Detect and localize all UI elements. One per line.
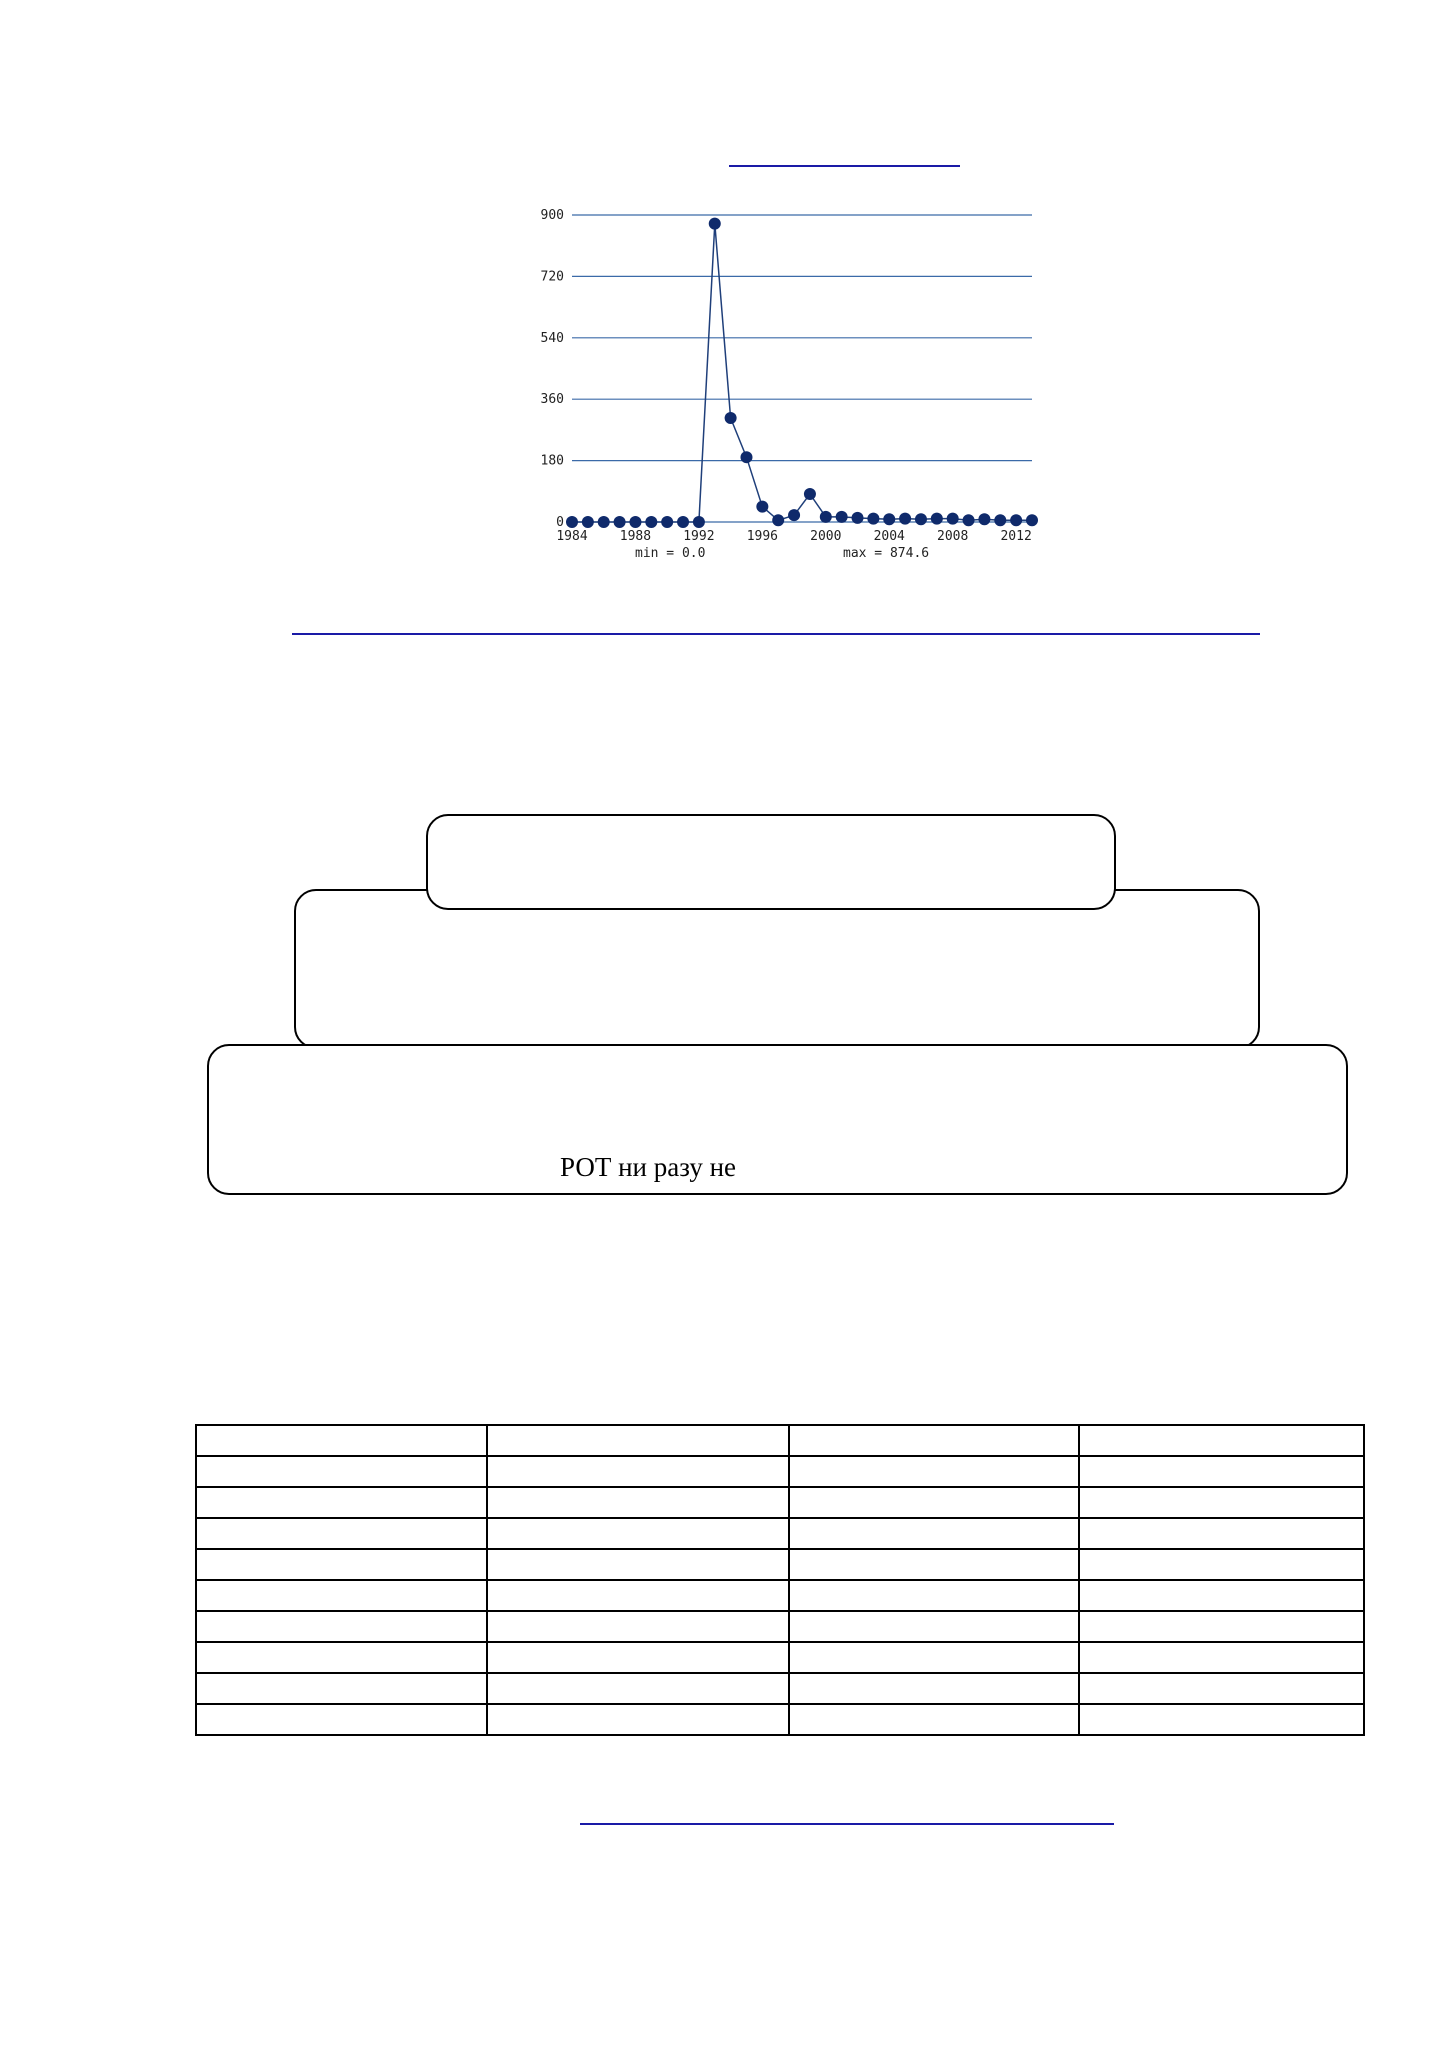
data-point [1010,514,1022,526]
data-point [915,513,927,525]
data-point [614,516,626,528]
table-cell [1079,1611,1364,1642]
x-tick-label: 1988 [619,529,652,544]
grid-lines [572,215,1032,522]
table-cell [487,1487,789,1518]
data-point [740,451,752,463]
data-point [1026,514,1038,526]
data-table [195,1424,1365,1736]
data-point [677,516,689,528]
table-row [196,1518,1364,1549]
table-cell [1079,1642,1364,1673]
table-cell [1079,1580,1364,1611]
data-point [582,516,594,528]
data-point [756,501,768,513]
table-cell [196,1704,487,1735]
data-point [899,513,911,525]
link-underline-bottom[interactable] [580,1823,1114,1825]
table-cell [789,1456,1079,1487]
table-cell [196,1518,487,1549]
y-axis-ticks [541,208,564,530]
diagram-box-middle [294,889,1260,1049]
table-cell [1079,1487,1364,1518]
table-cell [487,1518,789,1549]
table-cell [1079,1425,1364,1456]
data-point [772,514,784,526]
table-cell [789,1611,1079,1642]
diagram-box-bottom [207,1044,1348,1195]
data-point [994,514,1006,526]
x-tick-label: 1984 [556,529,588,544]
table-cell [487,1673,789,1704]
link-underline-top[interactable] [729,165,960,167]
data-point [709,218,721,230]
data-point [947,513,959,525]
data-point [645,516,657,528]
table-cell [789,1425,1079,1456]
table-cell [487,1425,789,1456]
data-point [852,512,864,524]
data-point [820,511,832,523]
table-cell [487,1642,789,1673]
table-row [196,1487,1364,1518]
data-point [963,514,975,526]
table-row [196,1611,1364,1642]
table-cell [196,1611,487,1642]
table-cell [789,1642,1079,1673]
table-row [196,1673,1364,1704]
series-line [572,224,1032,522]
y-tick-label: 180 [540,453,564,469]
table-cell [196,1487,487,1518]
y-tick-label: 360 [540,392,564,408]
data-point [629,516,641,528]
table-cell [1079,1704,1364,1735]
max-label: max = 874.6 [843,546,930,561]
table-row [196,1549,1364,1580]
table-cell [789,1704,1079,1735]
data-point [804,488,816,500]
data-points [566,218,1038,528]
y-tick-label: 0 [556,515,564,530]
x-tick-label: 1992 [683,529,715,544]
y-tick-label: 720 [540,269,564,285]
table-cell [487,1456,789,1487]
table-cell [196,1456,487,1487]
table-cell [196,1642,487,1673]
y-tick-label: 900 [540,208,564,223]
table-cell [789,1487,1079,1518]
x-tick-label: 2004 [873,529,905,544]
data-point [836,511,848,523]
table-row [196,1425,1364,1456]
data-point [931,513,943,525]
table-cell [487,1580,789,1611]
data-point [725,412,737,424]
diagram-box-top [426,814,1116,910]
link-underline-middle[interactable] [292,633,1260,635]
y-tick-label: 540 [540,330,564,346]
x-axis-ticks [556,529,1031,544]
table-cell [789,1549,1079,1580]
table-body [196,1425,1364,1735]
x-tick-label: 2012 [1000,529,1032,544]
data-point [788,509,800,521]
data-point [978,513,990,525]
table-row [196,1456,1364,1487]
table-cell [1079,1549,1364,1580]
data-point [883,513,895,525]
table-row [196,1642,1364,1673]
table-cell [789,1580,1079,1611]
table-cell [789,1673,1079,1704]
table-cell [487,1611,789,1642]
data-point [867,513,879,525]
table-cell [196,1580,487,1611]
x-tick-label: 1996 [746,529,779,544]
table-cell [196,1425,487,1456]
table-row [196,1704,1364,1735]
table-cell [196,1673,487,1704]
table-cell [1079,1673,1364,1704]
table-cell [487,1549,789,1580]
table-cell [1079,1518,1364,1549]
line-chart [520,195,1050,575]
table-cell [196,1549,487,1580]
x-tick-label: 2008 [937,529,969,544]
data-point [598,516,610,528]
min-label: min = 0.0 [635,546,706,561]
x-tick-label: 2000 [810,529,842,544]
table-cell [1079,1456,1364,1487]
data-point [661,516,673,528]
diagram-box-bottom-text: РОТ ни разу не [560,1152,737,1182]
table-cell [487,1704,789,1735]
table-cell [789,1518,1079,1549]
data-point [693,516,705,528]
table-row [196,1580,1364,1611]
data-point [566,516,578,528]
